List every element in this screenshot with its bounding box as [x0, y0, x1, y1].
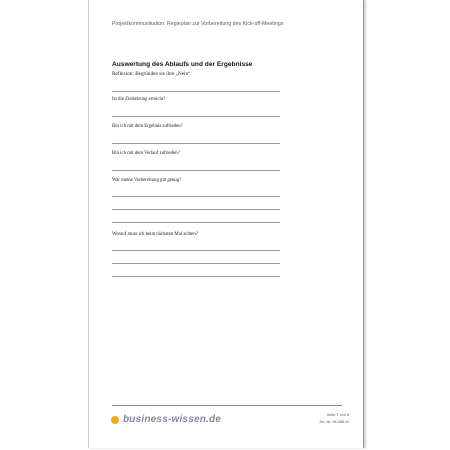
question-1: Ist die Zielsetzung erreicht?	[112, 97, 166, 102]
answer-line	[112, 222, 280, 223]
answer-line	[112, 170, 280, 171]
footer-divider	[112, 405, 342, 406]
answer-line	[112, 263, 280, 264]
question-4: War meine Vorbereitung gut genug?	[112, 178, 182, 183]
question-3: Bin ich mit dem Verlauf zufrieden?	[112, 151, 180, 156]
section-subtitle: Reflexion: Begründen sie ihre „Nein“	[112, 71, 191, 77]
question-2: Bin ich mit dem Ergebnis zufrieden?	[112, 124, 183, 129]
answer-line	[112, 209, 280, 210]
section-title: Auswertung des Ablaufs und der Ergebnisse	[112, 61, 253, 68]
business-wissen-logo	[111, 414, 221, 425]
answer-line	[112, 250, 280, 251]
page-number: Seite 7 von 8	[326, 413, 349, 417]
answer-line	[112, 116, 280, 117]
document-page	[88, 0, 364, 448]
answer-line	[112, 143, 280, 144]
question-5: Worauf muss ich beim nächsten Mal achten?	[112, 232, 198, 237]
article-number: Art.-Nr. 06.088.11	[319, 420, 349, 424]
logo-dot-icon	[111, 416, 119, 424]
logo-text: business-wissen.de	[123, 414, 222, 425]
answer-line	[112, 91, 280, 92]
answer-line	[112, 196, 280, 197]
answer-line	[112, 276, 280, 277]
document-header-title: Projektkommunikation: Regieplan zur Vorbereitung des Kick-off-Meetings	[112, 21, 284, 27]
